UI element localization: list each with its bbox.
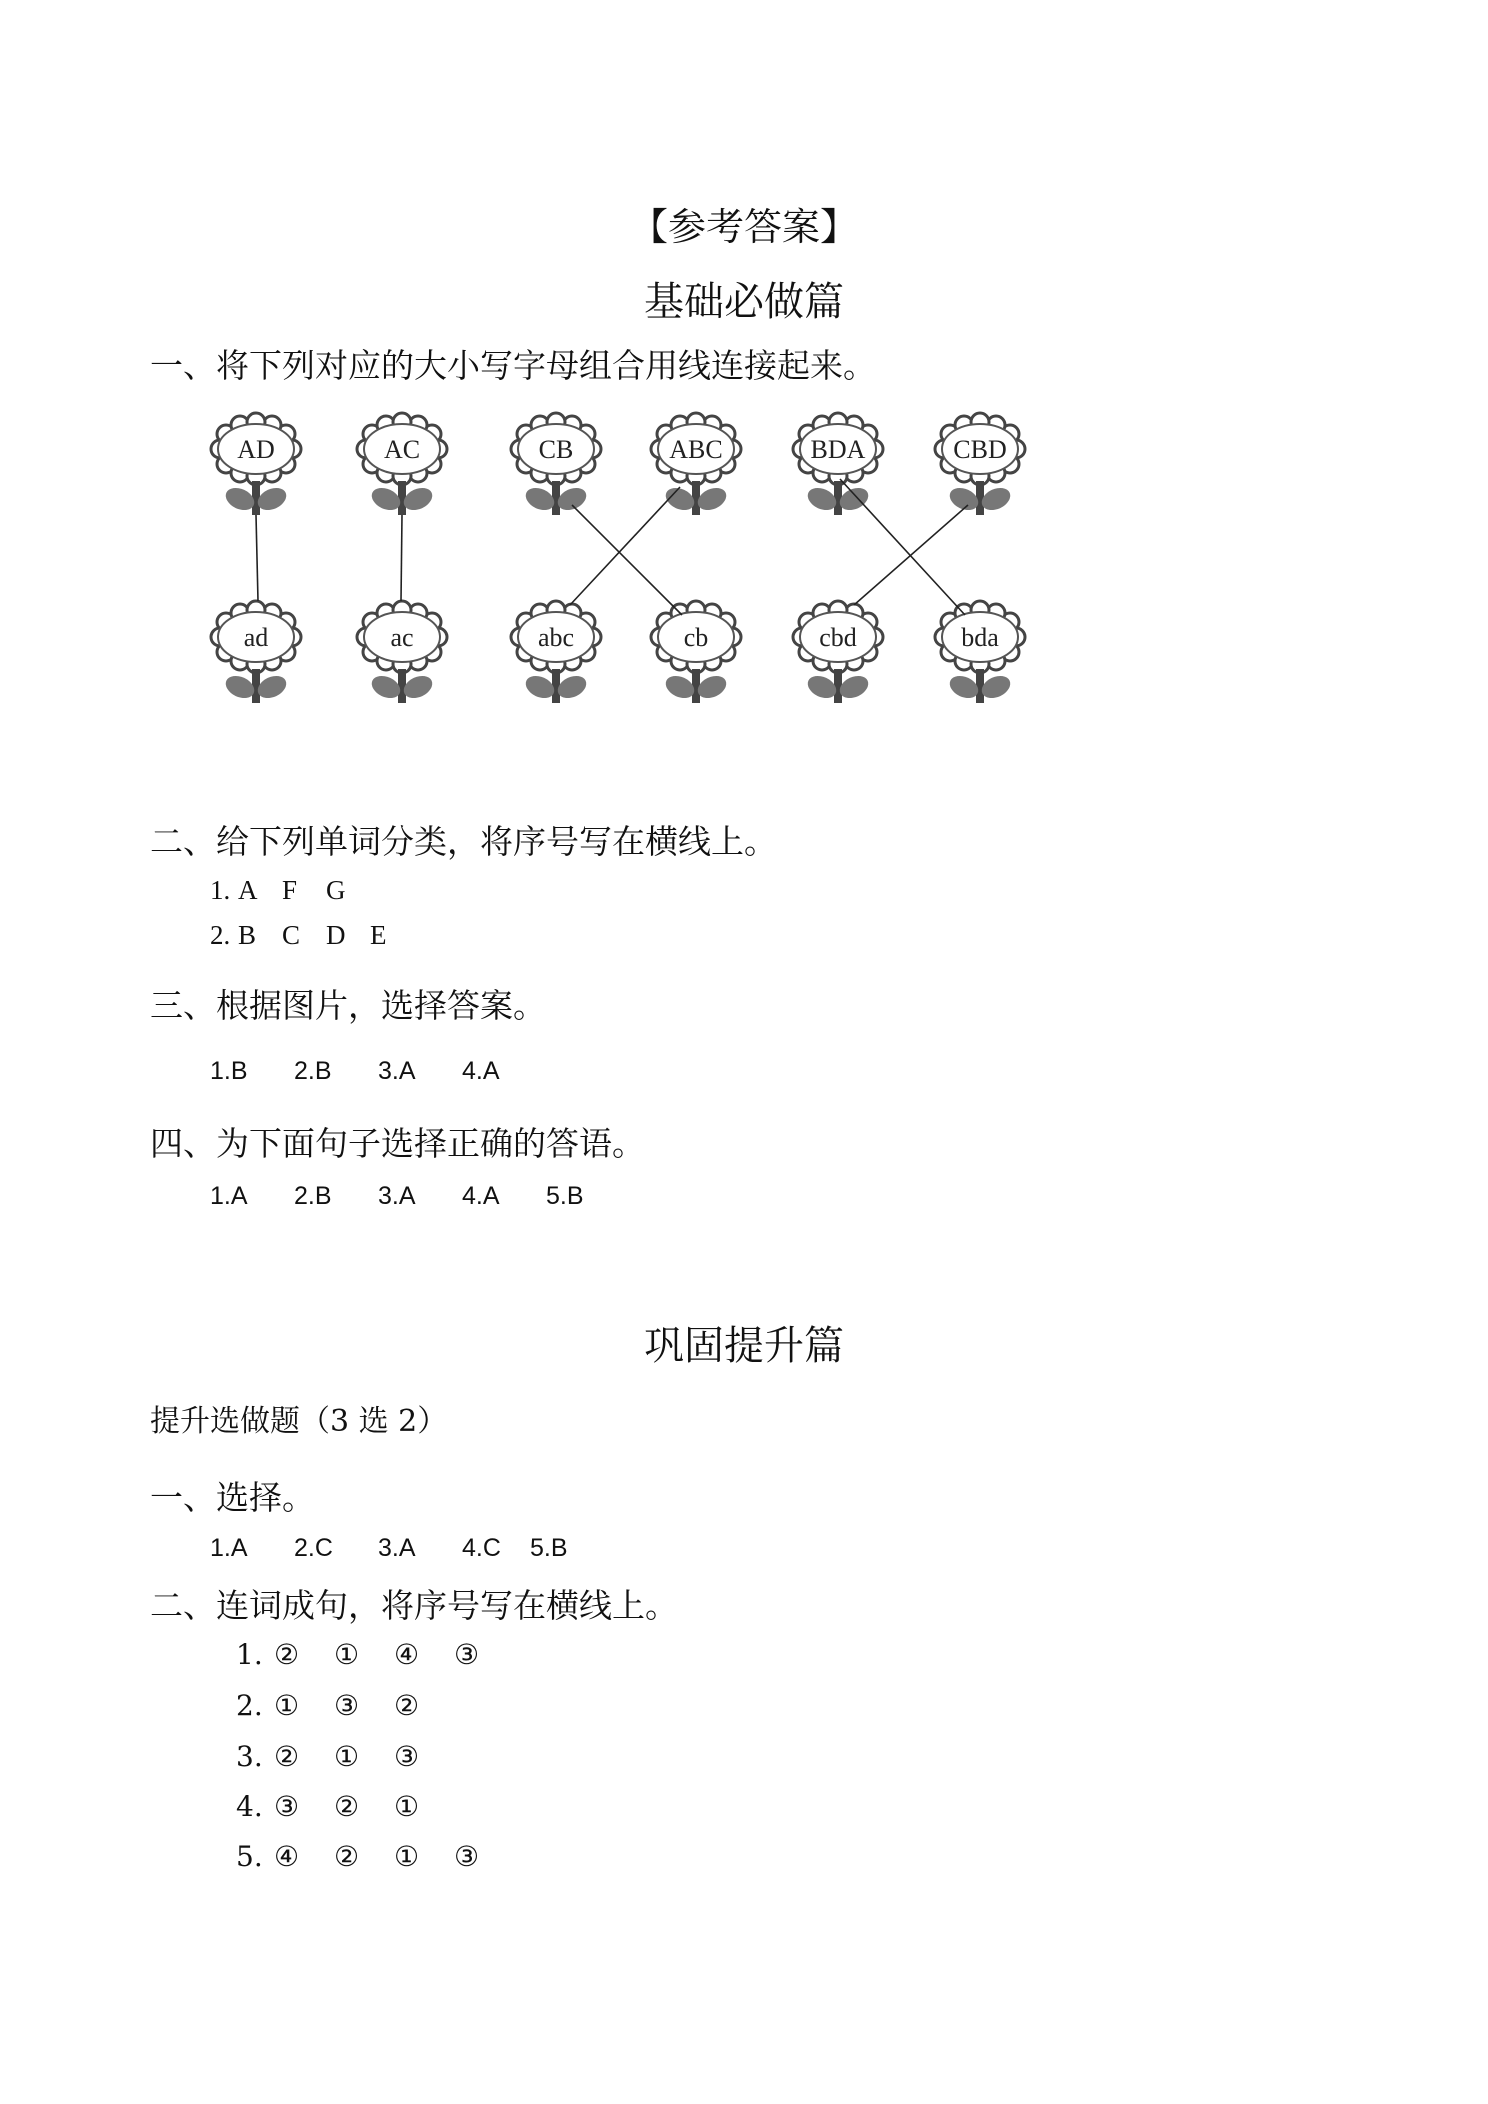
answer-item: ③ (394, 1740, 420, 1773)
adv-q2-heading: 二、连词成句，将序号写在横线上。 (150, 1586, 678, 1625)
match-line (256, 515, 258, 601)
adv-q2-row-4 (236, 1790, 454, 1823)
answer-item: G (326, 875, 346, 905)
lower-label: abc (537, 623, 575, 652)
answer-item: 4.A (462, 1182, 500, 1210)
adv-q2-row-3 (236, 1740, 454, 1773)
answer-item: ② (334, 1790, 360, 1823)
upper-label: ABC (669, 435, 723, 464)
answer-item: 5.B (530, 1534, 568, 1562)
answer-item: ① (334, 1638, 360, 1671)
q3-heading: 三、根据图片，选择答案。 (150, 986, 546, 1025)
upper-label: BDA (810, 435, 866, 464)
flower-upper-ad (211, 413, 301, 515)
answer-item: 2.B (294, 1057, 332, 1085)
q4-answers (210, 1182, 630, 1211)
answer-item: E (370, 920, 387, 950)
flower-upper-cbd (935, 413, 1025, 515)
answer-item: ④ (394, 1638, 420, 1671)
flower-lower-abc (511, 601, 601, 703)
answer-item: A (238, 875, 258, 905)
answer-item: 1.A (210, 1534, 248, 1562)
flower-upper-cb (511, 413, 601, 515)
answer-item: ① (394, 1790, 420, 1823)
row-number: 2. (236, 1689, 263, 1722)
answer-item: 2.B (294, 1182, 332, 1210)
answer-item: F (282, 875, 298, 905)
answer-item: 2.C (294, 1534, 333, 1562)
flower-matching-diagram (200, 405, 1040, 715)
match-line (840, 479, 965, 615)
answer-item: 3.A (378, 1057, 416, 1085)
row-number: 3. (236, 1740, 263, 1773)
q1-heading: 一、将下列对应的大小写字母组合用线连接起来。 (150, 346, 876, 385)
q4-heading: 四、为下面句子选择正确的答语。 (150, 1124, 645, 1163)
flower-lower-cbd (793, 601, 883, 703)
flower-upper-ac (357, 413, 447, 515)
answer-item: C (282, 920, 301, 950)
answer-item: 3.A (378, 1534, 416, 1562)
upper-label: AC (383, 435, 421, 464)
adv-q1-answers (210, 1534, 598, 1563)
upper-label: CB (538, 435, 574, 464)
lower-label: cbd (819, 623, 857, 652)
q2-heading: 二、给下列单词分类，将序号写在横线上。 (150, 822, 777, 861)
flower-upper-bda (793, 413, 883, 515)
answer-item: ② (334, 1840, 360, 1873)
flower-lower-ac (357, 601, 447, 703)
match-line (854, 505, 968, 605)
answer-item: ② (274, 1638, 300, 1671)
flower-lower-bda (935, 601, 1025, 703)
answer-item: 3.A (378, 1182, 416, 1210)
advanced-note: 提升选做题（3 选 2） (150, 1404, 448, 1439)
lower-label: cb (683, 623, 709, 652)
answer-item: 4.A (462, 1057, 500, 1085)
q2-answer-row-2 (210, 920, 414, 951)
match-line (401, 515, 402, 601)
q2-answer-row-1 (210, 875, 370, 906)
row-number: 2. (210, 920, 231, 950)
answer-item: ① (274, 1689, 300, 1722)
answer-item: ① (334, 1740, 360, 1773)
adv-q2-row-1 (236, 1638, 514, 1671)
answer-item: ② (274, 1740, 300, 1773)
lower-label: ad (243, 623, 269, 652)
answer-item: ③ (454, 1840, 480, 1873)
upper-label: AD (237, 435, 275, 464)
adv-q2-row-5 (236, 1840, 514, 1873)
answer-item: 1.A (210, 1182, 248, 1210)
flower-upper-abc (651, 413, 741, 515)
match-line (570, 487, 680, 605)
answer-item: ② (394, 1689, 420, 1722)
flower-lower-ad (211, 601, 301, 703)
flower-lower-cb (651, 601, 741, 703)
answer-item: D (326, 920, 346, 950)
section-title-basic: 基础必做篇 (644, 279, 844, 325)
answer-item: 5.B (546, 1182, 584, 1210)
page-title: 【参考答案】 (629, 205, 858, 249)
answer-item: ④ (274, 1840, 300, 1873)
row-number: 1. (236, 1638, 263, 1671)
answer-item: ③ (334, 1689, 360, 1722)
answer-item: 4.C (462, 1534, 501, 1562)
adv-q1-heading: 一、选择。 (150, 1478, 315, 1517)
lower-label: ac (390, 623, 414, 652)
row-number: 1. (210, 875, 231, 905)
row-number: 4. (236, 1790, 263, 1823)
section-title-advanced: 巩固提升篇 (644, 1323, 844, 1369)
answer-item: ③ (454, 1638, 480, 1671)
answer-item: 1.B (210, 1057, 248, 1085)
q3-answers (210, 1057, 546, 1086)
row-number: 5. (236, 1840, 263, 1873)
upper-label: CBD (953, 435, 1007, 464)
lower-label: bda (961, 623, 999, 652)
answer-item: B (238, 920, 257, 950)
answer-item: ① (394, 1840, 420, 1873)
match-line (572, 505, 682, 615)
adv-q2-row-2 (236, 1689, 454, 1722)
answer-item: ③ (274, 1790, 300, 1823)
